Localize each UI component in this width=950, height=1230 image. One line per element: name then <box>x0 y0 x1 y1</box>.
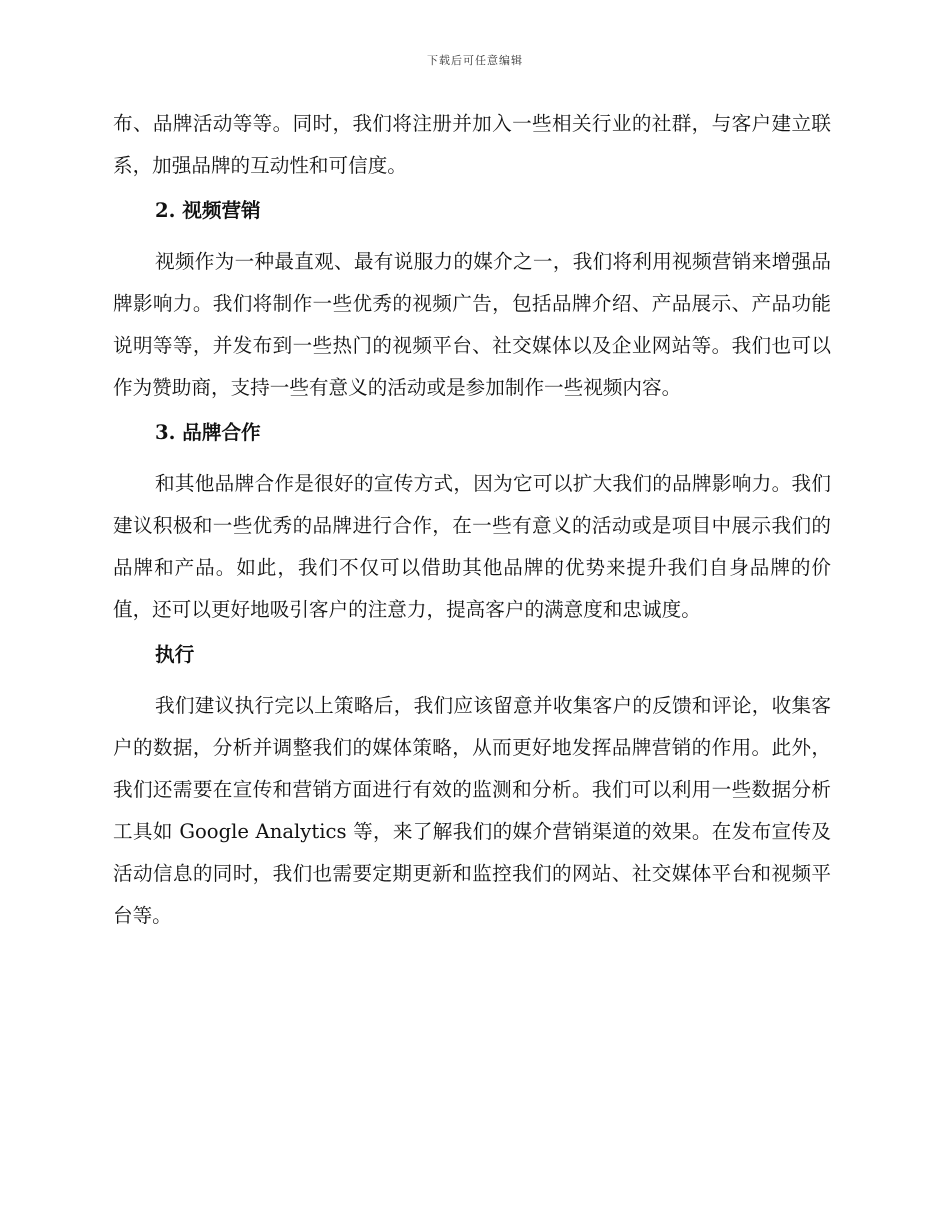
heading-video-marketing: 2. 视频营销 <box>155 199 261 222</box>
paragraph-execution: 我们建议执行完以上策略后，我们应该留意并收集客户的反馈和评论，收集客户的数据，分析并调整我们的媒体策略，从而更好地发挥品牌营销的作用。此外，我们还需要在宣传和营销方面进行有效的监测和分析。我们可以利用一些数据分析工具如 Google Analytics 等，来了解我们的媒介营销渠道的效果。在发布宣传及活动信息的同时，我们也需要定期更新和监控我们的网站、社交媒体平台和视频平台等。 <box>113 694 831 927</box>
document-body <box>113 103 831 937</box>
page-header-note: 下载后可任意编辑 <box>427 54 523 67</box>
paragraph-social-continued: 布、品牌活动等等。同时，我们将注册并加入一些相关行业的社群，与客户建立联系，加强品牌的互动性和可信度。 <box>113 112 831 177</box>
paragraph-brand-cooperation: 和其他品牌合作是很好的宣传方式，因为它可以扩大我们的品牌影响力。我们建议积极和一些优秀的品牌进行合作，在一些有意义的活动或是项目中展示我们的品牌和产品。如此，我们不仅可以借助其他品牌的优势来提升我们自身品牌的价值，还可以更好地吸引客户的注意力，提高客户的满意度和忠诚度。 <box>113 472 831 621</box>
heading-brand-cooperation: 3. 品牌合作 <box>155 421 261 444</box>
heading-execution: 执行 <box>155 643 195 666</box>
paragraph-video-marketing: 视频作为一种最直观、最有说服力的媒介之一，我们将利用视频营销来增强品牌影响力。我们将制作一些优秀的视频广告，包括品牌介绍、产品展示、产品功能说明等等，并发布到一些热门的视频平台、社交媒体以及企业网站等。我们也可以作为赞助商，支持一些有意义的活动或是参加制作一些视频内容。 <box>113 250 831 399</box>
